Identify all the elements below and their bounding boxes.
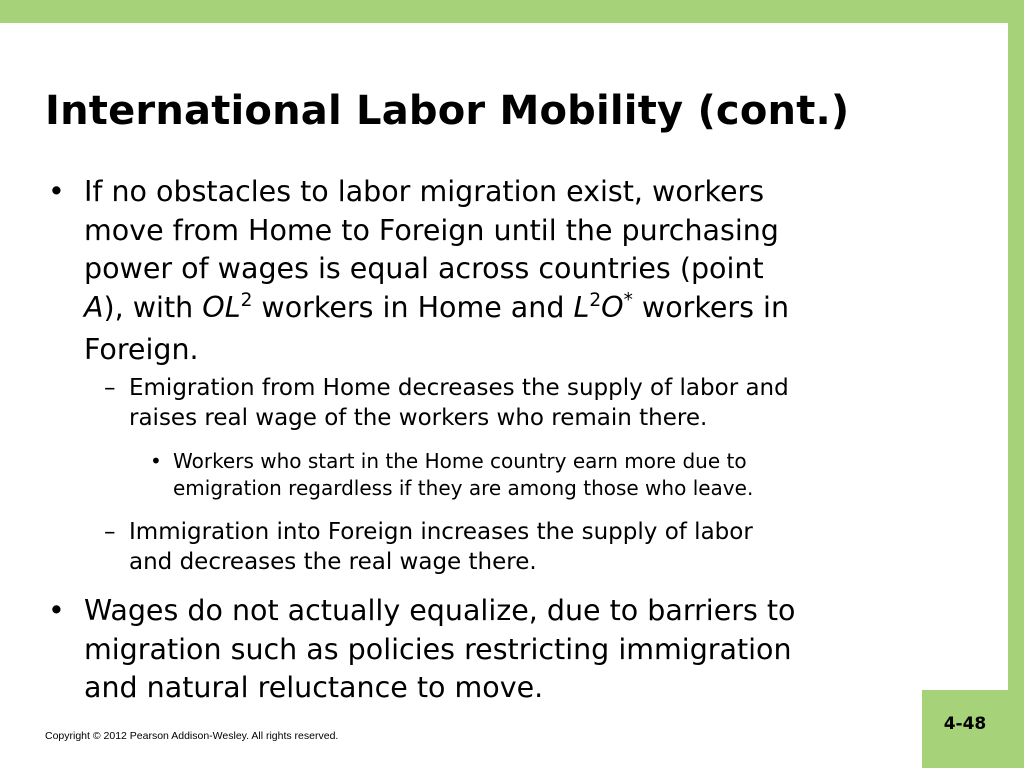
superscript: 2 [589, 290, 602, 312]
bullet-line: and natural reluctance to move. [84, 671, 544, 704]
sub-bullet-marker: – [104, 375, 116, 401]
sub-bullet-text-emigration [129, 373, 959, 433]
italic-A: A [84, 290, 104, 324]
bullet-line: migration such as policies restricting immigration [84, 632, 792, 666]
text-run: workers in Home and [252, 290, 574, 324]
sub-sub-bullet-marker: • [150, 449, 162, 473]
bullet-line: If no obstacles to labor migration exist, workers [84, 175, 765, 208]
sub-bullet-text-immigration [129, 517, 959, 577]
italic-OL: OL [202, 290, 241, 324]
text-run: ), with [103, 290, 203, 324]
page-number: 4-48 [943, 714, 987, 734]
sub-bullet-line: Emigration from Home decreases the supply of labor and [129, 375, 789, 401]
bullet-line: move from Home to Foreign until the purchasing [84, 213, 779, 247]
sub-bullet-line: raises real wage of the workers who remain there. [129, 405, 708, 431]
slide-title: International Labor Mobility (cont.) [45, 88, 850, 134]
sub-bullet-line: and decreases the real wage there. [129, 549, 537, 575]
sub-sub-bullet-line: Workers who start in the Home country earn more due to [173, 449, 747, 473]
bullet-line: power of wages is equal across countries (point [84, 252, 764, 285]
sub-sub-bullet-text-home-workers [173, 448, 953, 502]
page-number-badge [922, 690, 1024, 768]
bullet-marker: • [48, 175, 65, 208]
copyright-notice: Copyright © 2012 Pearson Addison-Wesley. All rights reserved. [45, 730, 339, 742]
sub-bullet-line: Immigration into Foreign increases the supply of labor [129, 519, 753, 545]
bullet-marker: • [48, 594, 65, 627]
italic-L: L [573, 290, 590, 324]
bullet-text-wages-not-equalize [84, 592, 964, 708]
superscript: 2 [240, 290, 253, 312]
superscript-star: * [623, 290, 633, 312]
text-run: workers in [632, 290, 790, 324]
sub-sub-bullet-line: emigration regardless if they are among those who leave. [173, 476, 754, 500]
bullet-text-purchasing-power [84, 173, 964, 370]
bullet-line: Wages do not actually equalize, due to barriers to [84, 594, 796, 627]
sub-bullet-marker: – [104, 519, 116, 545]
bullet-line [84, 289, 964, 332]
bullet-line: Foreign. [84, 333, 199, 366]
italic-O: O [601, 290, 624, 324]
